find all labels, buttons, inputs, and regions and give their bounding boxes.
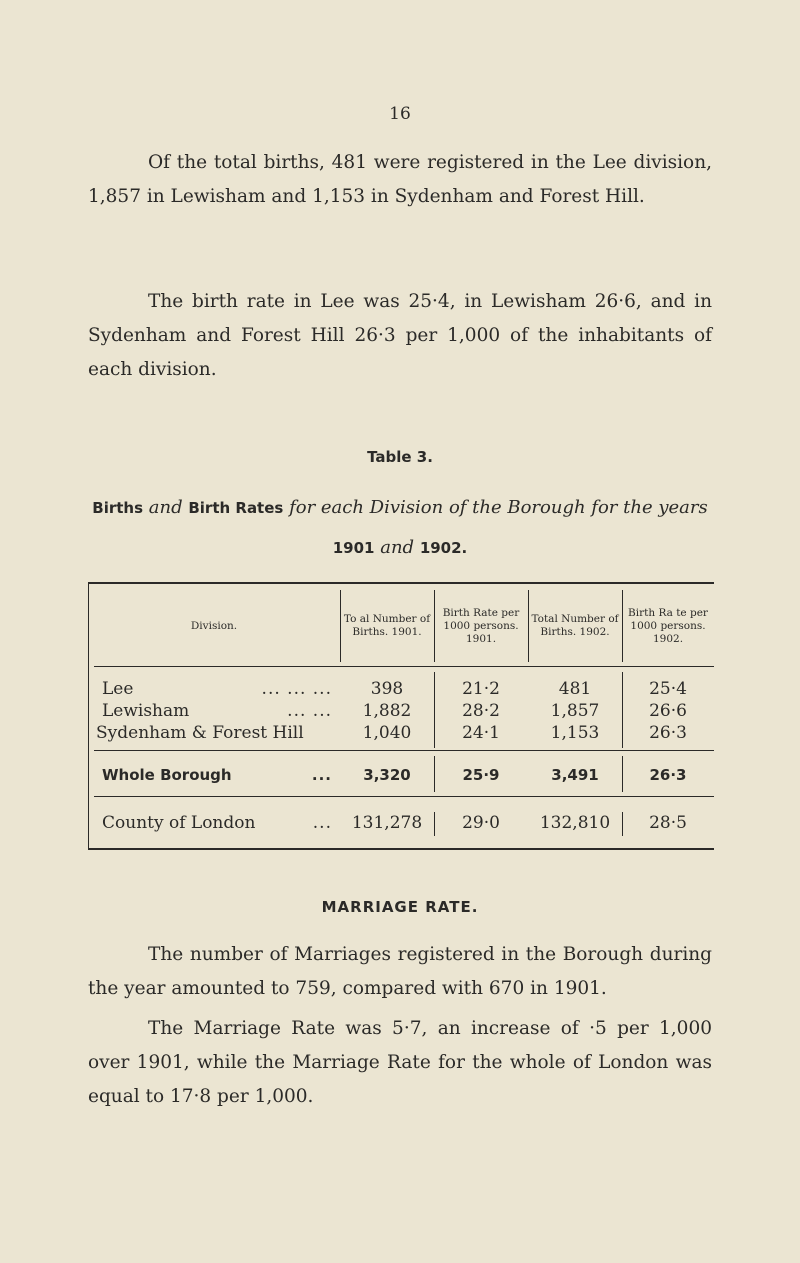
leader-dots: ... [312,813,332,833]
division-name: County of London [102,813,256,833]
caption-births: Births [92,499,144,517]
lee-births-1902: 481 [558,679,592,699]
header-births-1902: Total Number of Births. 1902. [531,613,619,638]
leader-dots: ... [311,766,332,784]
header-rule [94,666,714,667]
sydenham-rate-1901: 24·1 [462,723,500,743]
sydenham-rate-1902: 26·3 [649,723,687,743]
caption-year-1902: 1902. [419,539,468,557]
leader-dots: ... ... [287,701,332,721]
lee-births-1901: 398 [370,679,404,699]
row-sydenham-division [96,722,340,744]
header-division: Division. [190,619,238,632]
page-number: 16 [389,104,411,124]
table-title: Table 3. [367,448,433,466]
birth-rate-paragraph: The birth rate in Lee was 25·4, in Lewisham 26·6, and in Sydenham and Forest Hill 26·3 per 1,000 of the inhabitants of each division. [88,291,712,380]
division-name: Whole Borough [102,766,232,784]
marriage-rate-heading: MARRIAGE RATE. [321,898,479,916]
header-rate-1902: Birth Ra te per 1000 persons. 1902. [628,606,708,645]
leader-dots: ... ... ... [261,679,332,699]
borough-births-1901: 3,320 [363,766,411,784]
caption-and-2: and [380,537,415,558]
leader-dots [304,722,340,744]
borough-rate-1901: 25·9 [462,766,500,784]
lee-rate-1902: 25·4 [649,679,687,699]
row-rule [94,796,714,797]
caption-description: for each Division of the Borough for the years [289,497,708,518]
row-county-division [102,812,332,834]
county-births-1901: 131,278 [351,813,423,833]
sydenham-births-1901: 1,040 [362,723,412,743]
lewisham-rate-1901: 28·2 [462,701,500,721]
row-lewisham-division [102,700,332,722]
birth-rate-table [88,582,714,850]
header-births-1901: To al Number of Births. 1901. [343,613,431,638]
marriages-count-paragraph: The number of Marriages registered in the Borough during the year amounted to 759, compared with 670 in 1901. [88,944,712,999]
borough-births-1902: 3,491 [551,766,599,784]
header-rate-1901: Birth Rate per 1000 persons. 1901. [442,606,520,645]
row-lee-division [102,678,332,700]
caption-birth-rates: Birth Rates [188,499,284,517]
division-name: Lee [102,679,134,699]
division-name: Sydenham & Forest Hill [96,723,304,743]
caption-and: and [148,497,183,518]
row-rule [94,750,714,751]
lewisham-births-1901: 1,882 [362,701,412,721]
sydenham-births-1902: 1,153 [550,723,600,743]
table-caption [88,488,712,568]
row-whole-borough-division [102,764,332,786]
lewisham-births-1902: 1,857 [550,701,600,721]
caption-year-1901: 1901 [332,539,375,557]
county-rate-1902: 28·5 [649,813,687,833]
lee-rate-1901: 21·2 [462,679,500,699]
births-by-division-paragraph: Of the total births, 481 were registered in the Lee division, 1,857 in Lewisham and 1,153 in Sydenham and Forest Hill. [88,152,712,207]
division-name: Lewisham [102,701,190,721]
lewisham-rate-1902: 26·6 [649,701,687,721]
borough-rate-1902: 26·3 [649,766,687,784]
marriage-rate-paragraph: The Marriage Rate was 5·7, an increase of ·5 per 1,000 over 1901, while the Marriage Rate for the whole of London was equal to 17·8 per 1,000. [88,1018,712,1107]
county-rate-1901: 29·0 [462,813,500,833]
county-births-1902: 132,810 [539,813,611,833]
